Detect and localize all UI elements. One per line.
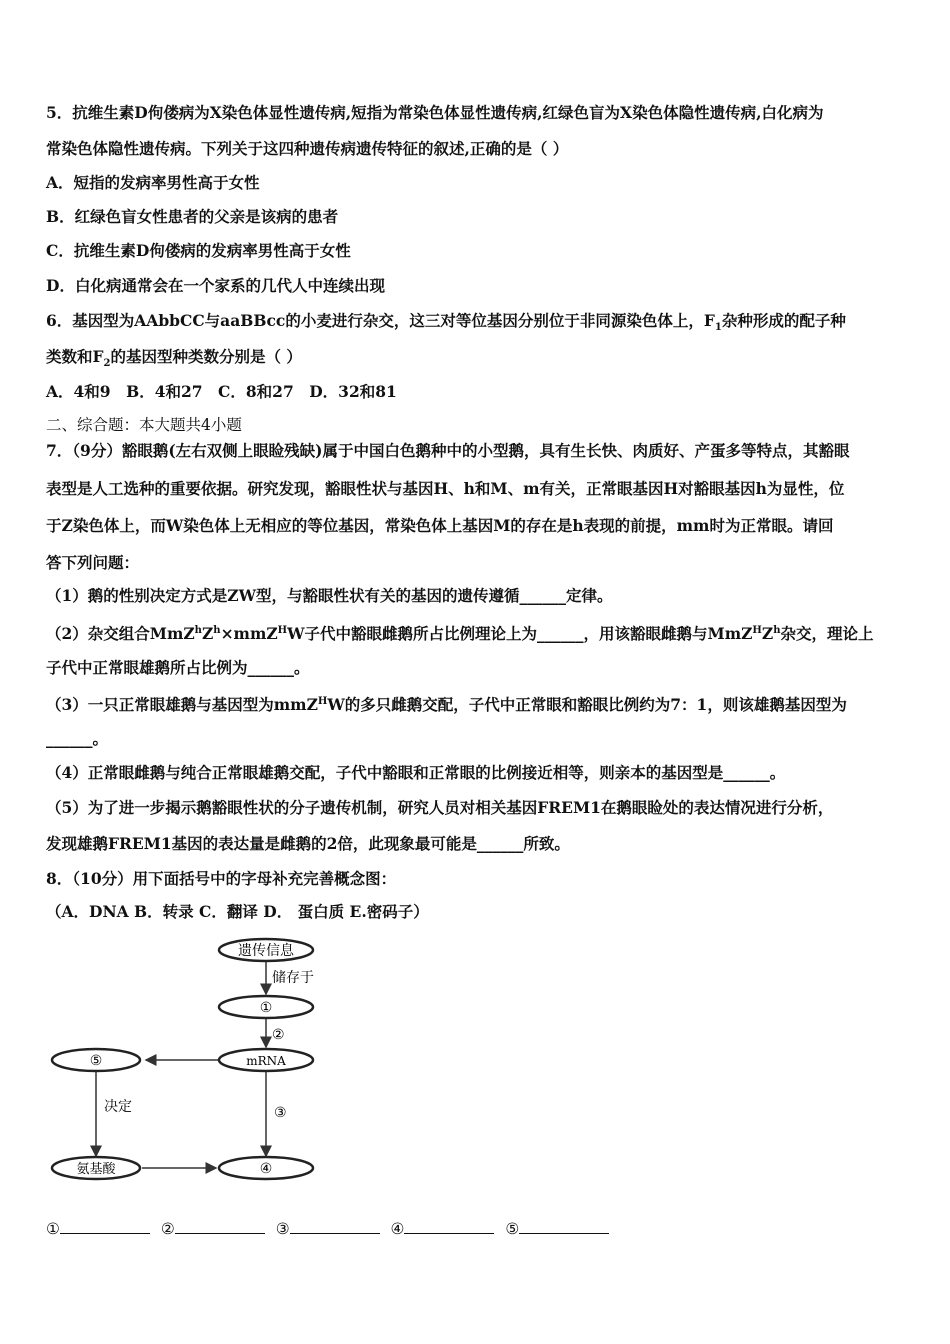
q7-part-3-line-2: ______。 [46, 729, 109, 748]
node-4-label: ④ [259, 1161, 273, 1177]
node-amino-acid-label: 氨基酸 [76, 1162, 116, 1177]
answer-label-1: ① [46, 1220, 60, 1238]
answer-label-4: ④ [390, 1220, 405, 1238]
q5-option-b: B．红绿色盲女性患者的父亲是该病的患者 [46, 207, 339, 226]
q7-part-2: （2）杂交组合$MmZ^hZ^h\times mmZ^HW$子代中豁眼雌鹅所占比例理论上为______，用该豁眼雌鹅与$MmZ^HZ^h$杂交，理论上 [46, 624, 874, 644]
section-title: 二、综合题：本大题共4小题 [46, 416, 242, 434]
q7-part-1: （1）鹅的性别决定方式是ZW型，与豁眼性状有关的基因的遗传遵循______定律。 [46, 586, 613, 605]
q7-stem-line-4: 答下列问题： [46, 553, 140, 572]
q7-part-2-line-2: 子代中正常眼雄鹅所占比例为______。 [46, 658, 310, 677]
q5-stem-line-2: 常染色体隐性遗传病。下列关于这四种遗传病遗传特征的叙述,正确的是（ ） [46, 139, 569, 158]
label-decide: 决定 [104, 1099, 132, 1115]
q6-stem-line-2: 类数和$F_2$的基因型种类数分别是（ ） [46, 347, 302, 370]
q7-stem-line-3: 于Z染色体上，而W染色体上无相应的等位基因，常染色体上基因M的存在是h表现的前提，mm时为正常眼。请回 [46, 516, 834, 535]
answer-label-5: ⑤ [505, 1220, 520, 1238]
q6-stem-line-1: 6．基因型为AAbbCC与aaBBcc的小麦进行杂交，这三对等位基因分别位于非同源染色体上，$F_1$杂种形成的配子种 [46, 311, 846, 334]
answer-blank-3[interactable] [290, 1219, 380, 1234]
answer-blank-1[interactable] [60, 1219, 150, 1234]
q5-stem-line-1: 5．抗维生素D佝偻病为X染色体显性遗传病,短指为常染色体显性遗传病,红绿色盲为X染色体隐性遗传病,白化病为 [46, 103, 824, 122]
answer-label-3: ③ [275, 1220, 290, 1238]
q8-choices: （A．DNA B．转录 C．翻译 D． 蛋白质 E.密码子） [46, 902, 429, 921]
node-5-label: ⑤ [89, 1053, 103, 1069]
q7-part-4: （4）正常眼雌鹅与纯合正常眼雄鹅交配，子代中豁眼和正常眼的比例接近相等，则亲本的基因型是______。 [46, 763, 786, 782]
q6-options: A．4和9 B．4和27 C．8和27 D．32和81 [46, 382, 397, 401]
node-1-label: ① [259, 1000, 273, 1016]
answer-blank-2[interactable] [175, 1219, 265, 1234]
concept-map-diagram [46, 930, 336, 1190]
q5-option-d: D．白化病通常会在一个家系的几代人中连续出现 [46, 276, 385, 295]
q5-option-a: A．短指的发病率男性高于女性 [46, 173, 260, 192]
q8-answer-blanks [46, 1219, 615, 1238]
q7-part-3: （3）一只正常眼雄鹅与基因型为mmZ$^H$W的多只雌鹅交配，子代中正常眼和豁眼比例约为7：1，则该雄鹅基因型为 [46, 695, 847, 715]
node-mrna-label: mRNA [246, 1054, 286, 1068]
q7-part-5: （5）为了进一步揭示鹅豁眼性状的分子遗传机制，研究人员对相关基因FREM1在鹅眼睑处的表达情况进行分析， [46, 798, 834, 817]
q7-stem-line-2: 表型是人工选种的重要依据。研究发现，豁眼性状与基因H、h和M、m有关，正常眼基因H对豁眼基因h为显性，位 [46, 479, 845, 498]
q5-option-c: C．抗维生素D佝偻病的发病率男性高于女性 [46, 241, 351, 260]
answer-blank-4[interactable] [404, 1219, 494, 1234]
label-store: 储存于 [272, 970, 314, 986]
label-3: ③ [274, 1105, 287, 1121]
answer-label-2: ② [160, 1220, 175, 1238]
q7-stem-line-1: 7．（9分）豁眼鹅(左右双侧上眼睑残缺)属于中国白色鹅种中的小型鹅，具有生长快、肉质好、产蛋多等特点，其豁眼 [46, 441, 850, 460]
answer-blank-5[interactable] [519, 1219, 609, 1234]
node-genetic-info-label: 遗传信息 [238, 943, 294, 959]
q7-part-5-line-2: 发现雄鹅FREM1基因的表达量是雌鹅的2倍，此现象最可能是______所致。 [46, 834, 570, 853]
label-2: ② [272, 1027, 285, 1043]
q8-stem: 8．（10分）用下面括号中的字母补充完善概念图： [46, 869, 397, 888]
